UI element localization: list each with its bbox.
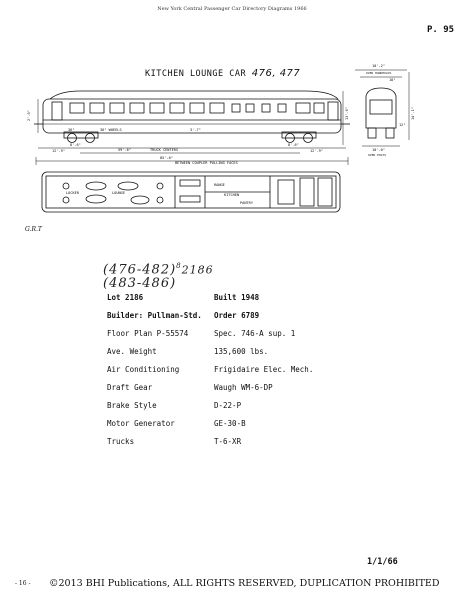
diagram-car-numbers: 476, 477 — [251, 68, 301, 79]
dim-end-left: 12'-9" — [52, 149, 65, 153]
page-number: - 16 - — [15, 580, 31, 587]
car-diagram — [0, 0, 464, 240]
spec-label: Floor Plan P-55574 — [107, 329, 189, 338]
spec-value: Waugh WM-6-DP — [214, 383, 273, 392]
spec-value: Built 1948 — [214, 293, 260, 302]
dim-end-right: 12'-9" — [310, 149, 323, 153]
spec-row — [107, 383, 337, 401]
truck-left — [64, 132, 98, 143]
car-floor-plan — [42, 172, 340, 212]
dim-13-6: 13'-6" — [345, 107, 349, 120]
spec-label: Lot 2186 — [107, 293, 144, 302]
spec-row — [107, 347, 337, 365]
dim-truck-centers-value: 59'-6" — [118, 148, 131, 152]
spec-label: Air Conditioning — [107, 365, 180, 374]
dim-over-coupler-value: 85'-0" — [160, 156, 173, 160]
room-kitchen: KITCHEN — [224, 193, 240, 197]
room-lounge: LOUNGE — [112, 191, 125, 195]
dim-18: 18" — [389, 78, 396, 82]
spec-label: Ave. Weight — [107, 347, 157, 356]
dim-2-0: 2'-0" — [27, 110, 31, 121]
spec-value: Frigidaire Elec. Mech. — [214, 365, 314, 374]
spec-value: Spec. 746-A sup. 1 — [214, 329, 296, 338]
spec-row — [107, 401, 337, 419]
dim-over-handholds: OVER HANDHOLDS — [366, 71, 392, 75]
dim-top-width: 10'-2" — [372, 64, 385, 68]
revision-date: 1/1/66 — [367, 557, 398, 567]
room-pantry: PANTRY — [240, 201, 253, 205]
page-header: New York Central Passenger Car Directory Diagrams 1966 — [157, 6, 307, 12]
handwritten-range-1: (476-482) — [103, 262, 177, 278]
handwritten-range-2: (483-486) — [103, 276, 177, 291]
grt-label: G.R.T — [25, 226, 42, 233]
dim-truck-centers-label: TRUCK CENTERS — [150, 148, 179, 152]
dim-12: 12" — [399, 123, 406, 127]
spec-label: Draft Gear — [107, 383, 153, 392]
spec-row — [107, 419, 337, 437]
car-end-view — [355, 70, 409, 146]
spec-row — [107, 365, 337, 383]
dim-over-coupler-label: BETWEEN COUPLER PULLING FACES — [175, 161, 238, 165]
truck-right — [282, 132, 316, 143]
spec-value: Order 6789 — [214, 311, 260, 320]
page-marker: P. 95 — [427, 25, 455, 35]
handwritten-lot: 2186 — [181, 263, 214, 277]
copyright-notice: ©2013 BHI Publications, ALL RIGHTS RESERVED, DUPLICATION PROHIBITED — [49, 578, 440, 589]
room-locker: LOCKER — [66, 191, 79, 195]
dim-wheels: 36" WHEELS — [100, 128, 122, 132]
dim-width-posts: 10'-0" — [372, 148, 385, 152]
spec-value: 135,600 lbs. — [214, 347, 269, 356]
dim-36: 36" — [68, 128, 75, 132]
spec-row — [107, 311, 337, 329]
dim-over-posts: OVER POSTS — [368, 153, 387, 157]
car-roof — [50, 91, 338, 99]
dim-14-1: 14'-1" — [411, 107, 415, 120]
spec-value: D-22-P — [214, 401, 242, 410]
dim-truck-wb-left: 8'-6" — [70, 143, 81, 147]
spec-row — [107, 293, 337, 311]
spec-label: Motor Generator — [107, 419, 175, 428]
spec-label: Brake Style — [107, 401, 157, 410]
spec-value: T-6-XR — [214, 437, 242, 446]
car-windows — [70, 103, 324, 113]
handwritten-superscript: 8 — [176, 262, 182, 270]
spec-table — [107, 293, 337, 455]
diagram-title-text: KITCHEN LOUNGE CAR — [145, 69, 247, 79]
spec-row — [107, 329, 337, 347]
spec-row — [107, 437, 337, 455]
spec-value: GE-30-B — [214, 419, 246, 428]
room-range: RANGE — [214, 183, 225, 187]
dim-truck-wb-right: 8'-6" — [288, 143, 299, 147]
spec-label: Trucks — [107, 437, 135, 446]
spec-label: Builder: Pullman-Std. — [107, 311, 202, 320]
dim-3-7: 3'-7" — [190, 128, 201, 132]
